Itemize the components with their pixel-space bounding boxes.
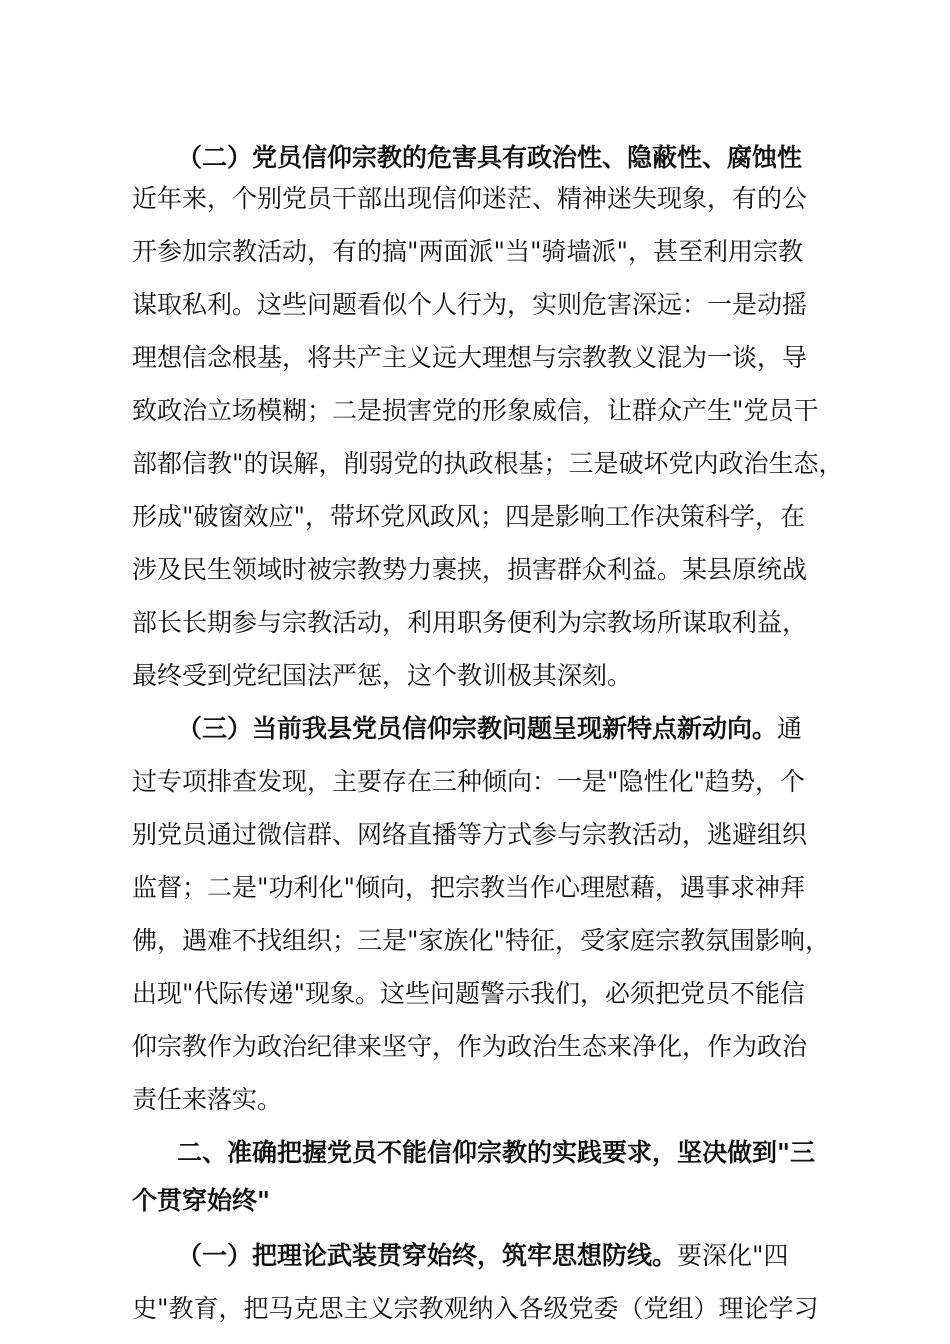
- subsection-1-heading-line: [177, 1233, 789, 1279]
- paragraph-line: 近年来，个别党员干部出现信仰迷茫、精神迷失现象，有的公: [132, 184, 808, 213]
- paragraph-line: 部都信教"的误解，削弱党的执政根基；三是破坏党内政治生态，: [132, 449, 844, 478]
- paragraph-line: 佛，遇难不找组织；三是"家族化"特征，受家庭宗教氛围影响，: [132, 926, 831, 955]
- subsection-1-heading: （一）把理论武装贯穿始终，筑牢思想防线。: [177, 1241, 678, 1270]
- paragraph-line: 监督；二是"功利化"倾向，把宗教当作心理慰藉，遇事求神拜: [132, 873, 806, 902]
- section-3-heading-line: [177, 706, 802, 752]
- part-two-heading-cont: 个贯穿始终": [132, 1186, 271, 1215]
- part-two-heading: 二、准确把握党员不能信仰宗教的实践要求，坚决做到"三: [177, 1138, 816, 1167]
- paragraph-line: 谋取私利。这些问题看似个人行为，实则危害深远：一是动摇: [132, 290, 808, 319]
- paragraph-line: 出现"代际传递"现象。这些问题警示我们，必须把党员不能信: [132, 979, 806, 1008]
- paragraph-line: 史"教育，把马克思主义宗教观纳入各级党委（党组）理论学习: [132, 1294, 819, 1323]
- paragraph-line: 涉及民生领域时被宗教势力裹挟，损害群众利益。某县原统战: [132, 555, 808, 584]
- paragraph-line: 形成"破窗效应"，带坏党风政风；四是影响工作决策科学，在: [132, 502, 806, 531]
- paragraph-line: 开参加宗教活动，有的搞"两面派"当"骑墙派"，甚至利用宗教: [132, 237, 803, 266]
- paragraph-line: 别党员通过微信群、网络直播等方式参与宗教活动，逃避组织: [132, 820, 808, 849]
- section-3-heading-tail: 通: [777, 714, 803, 743]
- paragraph-line: 仰宗教作为政治纪律来坚守，作为政治生态来净化，作为政治: [132, 1032, 808, 1061]
- paragraph-line: 部长长期参与宗教活动，利用职务便利为宗教场所谋取利益，: [132, 608, 808, 637]
- section-2-heading: （二）党员信仰宗教的危害具有政治性、隐蔽性、腐蚀性: [177, 143, 803, 172]
- subsection-1-heading-tail: 要深化"四: [677, 1241, 789, 1270]
- paragraph-line: 致政治立场模糊；二是损害党的形象威信，让群众产生"党员干: [132, 396, 819, 425]
- section-3-heading: （三）当前我县党员信仰宗教问题呈现新特点新动向。: [177, 714, 778, 743]
- paragraph-line: 最终受到党纪国法严惩，这个教训极其深刻。: [132, 661, 633, 690]
- paragraph-line: 理想信念根基，将共产主义远大理想与宗教教义混为一谈，导: [132, 343, 808, 372]
- paragraph-line: 责任来落实。: [132, 1085, 283, 1114]
- paragraph-line: 过专项排查发现，主要存在三种倾向：一是"隐性化"趋势，个: [132, 767, 806, 796]
